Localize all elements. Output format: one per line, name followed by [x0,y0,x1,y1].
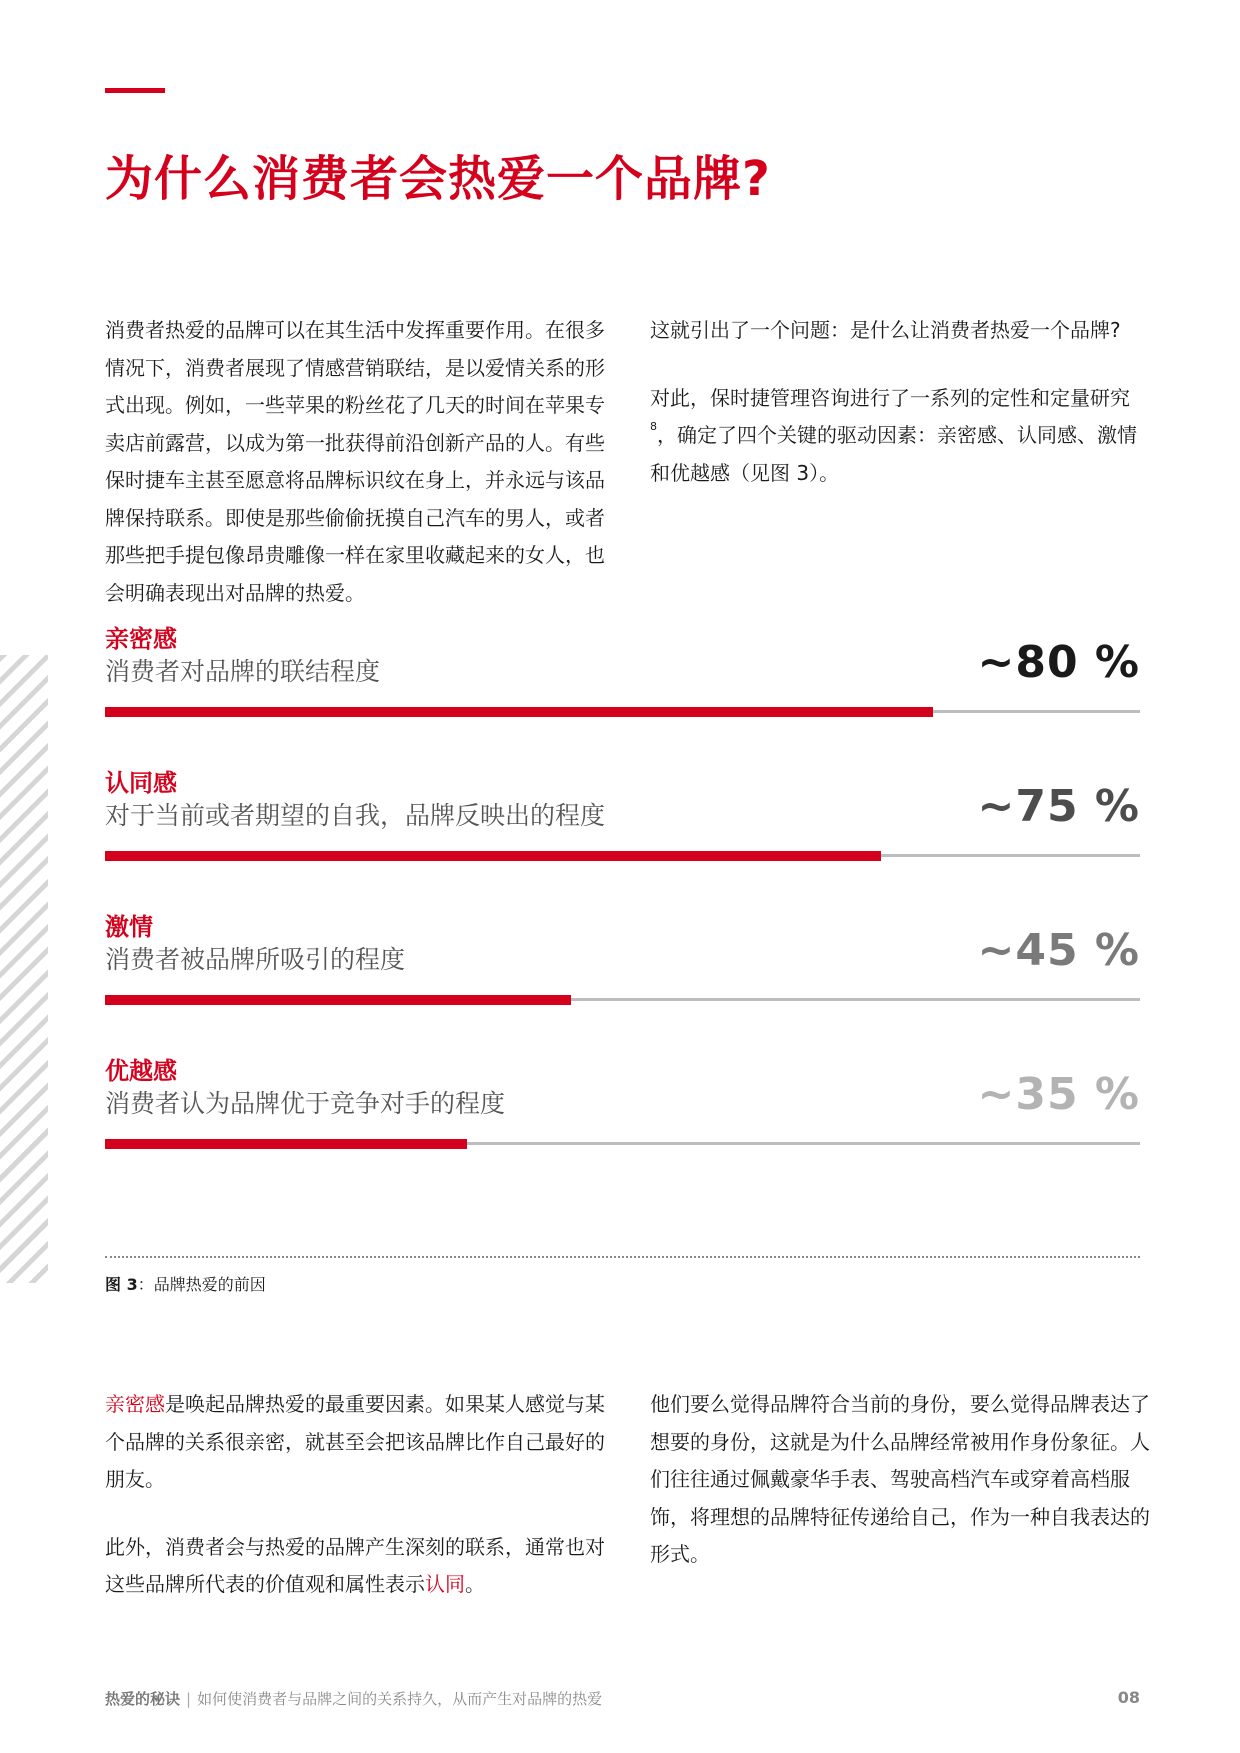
metric-identity [105,768,1140,863]
footer-brand: 热爱的秘诀 [105,1690,181,1708]
metric-value: ~35 % [977,1069,1140,1120]
metric-name: 优越感 [105,1057,177,1085]
metric-name: 认同感 [105,769,177,797]
metric-description: 消费者认为品牌优于竞争对手的程度 [105,1089,506,1118]
metric-description: 对于当前或者期望的自我，品牌反映出的程度 [105,801,606,830]
metric-bar [105,1139,467,1149]
footer-subtitle: 如何使消费者与品牌之间的关系持久，从而产生对品牌的热爱 [197,1690,603,1708]
metric-bar [105,995,571,1005]
metric-description: 消费者对品牌的联结程度 [105,657,381,686]
figure-divider [105,1256,1140,1258]
bottom-right-column [650,1386,1150,1574]
identity-symbol-paragraph: 他们要么觉得品牌符合当前的身份，要么觉得品牌表达了想要的身份，这就是为什么品牌经常被用作身份象征。人们往往通过佩戴豪华手表、驾驶高档汽车或穿着高档服饰，将理想的品牌特征传递给自己，作为一种自我表达的形式。 [650,1392,1150,1566]
intimacy-paragraph [105,1386,605,1499]
intimacy-text: 是唤起品牌热爱的最重要因素。如果某人感觉与某个品牌的关系很亲密，就甚至会把该品牌比作自己最好的朋友。 [105,1392,605,1491]
metric-value: ~80 % [977,637,1140,688]
metric-value: ~75 % [977,781,1140,832]
bottom-left-column [105,1386,605,1604]
metric-passion [105,912,1140,1007]
figure-caption-text: 品牌热爱的前因 [153,1275,266,1294]
metric-name: 亲密感 [105,625,177,653]
identity-paragraph [105,1529,605,1604]
intro-question-paragraph: 这就引出了一个问题：是什么让消费者热爱一个品牌? [650,318,1121,342]
research-text-start: 对此，保时捷管理咨询进行了一系列的定性和定量研究 [650,385,1130,410]
figure-caption [105,1272,266,1295]
identity-text: 此外，消费者会与热爱的品牌产生深刻的联系，通常也对这些品牌所代表的价值观和属性表示 [105,1534,605,1596]
figure-label: 图 3 [105,1275,138,1294]
figure-separator: ： [137,1275,154,1294]
title-accent-bar [105,88,165,93]
metric-bar [105,851,881,861]
metric-description: 消费者被品牌所吸引的程度 [105,945,406,974]
metric-name: 激情 [105,913,153,941]
page-number: 08 [1117,1688,1140,1707]
identity-highlight: 认同 [425,1572,465,1596]
intimacy-highlight: 亲密感 [105,1392,165,1416]
page-footer [105,1688,602,1709]
metric-superiority [105,1056,1140,1151]
intro-left-column [105,312,605,612]
intro-left-paragraph: 消费者热爱的品牌可以在其生活中发挥重要作用。在很多情况下，消费者展现了情感营销联结，是以爱情关系的形式出现。例如，一些苹果的粉丝花了几天的时间在苹果专卖店前露营，以成为第一批获得前沿创新产品的人。有些保时捷车主甚至愿意将品牌标识纹在身上，并永远与该品牌保持联系。即使是那些偷偷抚摸自己汽车的男人，或者那些把手提包像昂贵雕像一样在家里收藏起来的女人，也会明确表现出对品牌的热爱。 [105,318,605,605]
page-title: 为什么消费者会热爱一个品牌? [105,151,771,207]
metric-intimacy [105,624,1140,719]
metric-value: ~45 % [977,925,1140,976]
footer-separator: | [186,1690,192,1708]
identity-text-end: 。 [465,1572,485,1596]
research-text-end: ，确定了四个关键的驱动因素：亲密感、认同感、激情和优越感（见图 3）。 [650,423,1137,485]
metric-bar [105,707,933,717]
intro-research-paragraph [650,380,1150,493]
decorative-hatch-pattern [0,655,48,1283]
footnote-marker: 8 [650,420,657,433]
intro-right-column [650,312,1150,492]
